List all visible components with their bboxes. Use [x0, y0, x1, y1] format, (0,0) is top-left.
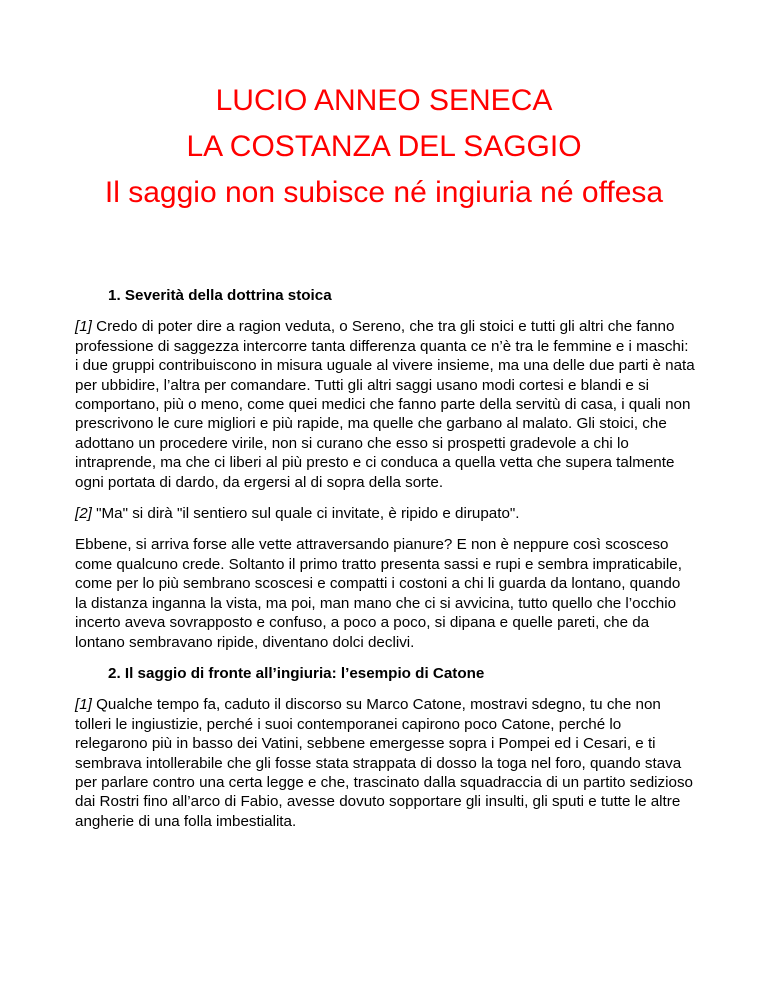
paragraph-number: [1]	[75, 318, 92, 336]
author-title: LUCIO ANNEO SENECA	[215, 84, 553, 117]
paragraph-text: Ebbene, si arriva forse alle vette attraversando pianure? E non è neppure così scosceso come qualcuno crede. Soltanto il primo tratto presenta sassi e rupi e sembra impraticabile, come per lo più sembrano scoscesi e compatti i costoni a chi li guarda da lontano, quando la distanza inganna la vista, ma poi, man mano che ci si avvicina, tutto quello che l’occhio incerto aveva sovrapposto e confuso, a poco a poco, si dipana e quelle pareti, che da lontano sembravano ripide, diventano dolci declivi.	[75, 536, 682, 651]
paragraph-text: Credo di poter dire a ragion veduta, o Sereno, che tra gli stoici e tutti gli altri che fanno professione di saggezza intercorre tanta differenza quanta ce n’è tra le femmine e i maschi: i due gruppi contribuiscono in misura uguale al vivere insieme, ma una delle due parti è nata per ubbidire, l’altra per comandare. Tutti gli altri saggi usano modi cortesi e blandi e si comportano, più o meno, come quei medici che fanno parte della servitù di casa, i quali non prescrivono le cure migliori e più rapide, ma quelle che garbano al malato. Gli stoici, che adottano un procedere virile, non si curano che esso si prospetti gradevole a chi lo intraprende, ma che ci liberi al più presto e ci conduca a quella vetta che supera talmente ogni portata di dardo, da ergersi al di sopra della sorte.	[75, 318, 695, 491]
paragraph	[75, 317, 695, 492]
work-subtitle: Il saggio non subisce né ingiuria né offesa	[104, 176, 664, 209]
document-title-block	[0, 78, 768, 216]
paragraph-number: [1]	[75, 696, 92, 714]
paragraph	[75, 504, 695, 523]
paragraph-text: "Ma" si dirà "il sentiero sul quale ci invitate, è ripido e dirupato".	[91, 505, 520, 523]
paragraph	[75, 695, 695, 831]
work-title: LA COSTANZA DEL SAGGIO	[186, 130, 582, 163]
section-heading-1: 1. Severità della dottrina stoica	[108, 287, 332, 304]
paragraph-text: Qualche tempo fa, caduto il discorso su Marco Catone, mostravi sdegno, tu che non tolleri le ingiustizie, perché i suoi contemporanei capirono poco Catone, perché lo relegarono più in basso dei Vatini, sebbene emergesse sopra i Pompei ed i Cesari, e ti sembrava intollerabile che gli fosse stata strappata di dosso la toga nel foro, quando stava per parlare contro una certa legge e che, trascinato dalla squadraccia di un partito sedizioso dai Rostri fino all’arco di Fabio, avesse dovuto sopportare gli insulti, gli sputi e tutte le altre angherie di una folla imbestialita.	[75, 696, 693, 830]
section-heading-2: 2. Il saggio di fronte all’ingiuria: l’esempio di Catone	[108, 664, 485, 682]
document-body	[75, 286, 695, 843]
paragraph	[75, 535, 695, 651]
paragraph-number: [2]	[75, 505, 92, 523]
